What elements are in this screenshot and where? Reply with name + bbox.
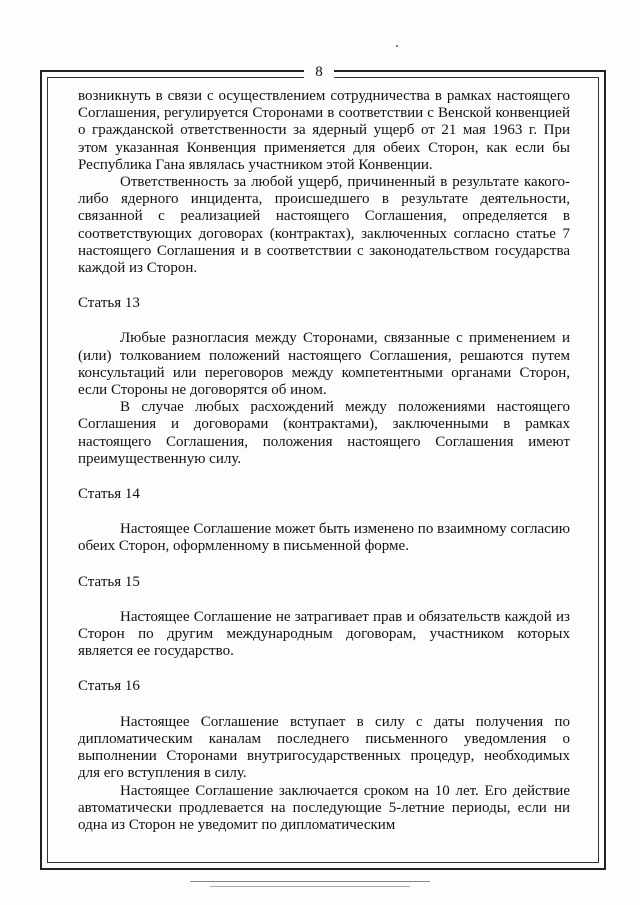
paragraph: Настоящее Соглашение вступает в силу с даты получения по дипломатическим каналам последнего письменного уведомления о выполнении Сторонами внутригосударственных процедур, необходимых для его вступления в силу. — [78, 713, 570, 782]
scan-edge-line — [190, 881, 430, 882]
paragraph: Настоящее Соглашение не затрагивает прав и обязательств каждой из Сторон по другим международным договорам, участником которых является ее государство. — [78, 608, 570, 660]
article-heading: Статья 15 — [78, 573, 140, 590]
paragraph: Настоящее Соглашение заключается сроком на 10 лет. Его действие автоматически продлевается на последующие 5-летние периоды, если ни одна из Сторон не уведомит по дипломатическим — [78, 782, 570, 833]
article-heading: Статья 16 — [78, 678, 140, 695]
paragraph: В случае любых расхождений между положениями настоящего Соглашения и договорами (контрактами), заключенными в рамках настоящего Соглашения, положения настоящего Соглашения имеют преимущественную силу. — [78, 399, 570, 467]
page-number: 8 — [304, 64, 334, 80]
document-body — [78, 88, 570, 834]
article-heading: Статья 13 — [78, 295, 140, 312]
paragraph: Настоящее Соглашение может быть изменено по взаимному согласию обеих Сторон, оформленному в письменной форме. — [78, 521, 570, 555]
paragraph: возникнуть в связи с осуществлением сотрудничества в рамках настоящего Соглашения, регулируется Сторонами в соответствии с Венской конвенцией о гражданской ответственности за ядерный ущерб от 21 мая 1963 г. При этом указанная Конвенция применяется для обеих Сторон, как если бы Республика Гана являлась участником этой Конвенции. — [78, 88, 570, 173]
article-heading: Статья 14 — [78, 486, 140, 503]
paragraph: Ответственность за любой ущерб, причиненный в результате какого-либо ядерного инцидента, происшедшего в результате деятельности, связанной с реализацией настоящего Соглашения, определяется в соответствующих договорах (контрактах), заключенных согласно статье 7 настоящего Соглашения и в соответствии с законодательством государства каждой из Сторон. — [78, 174, 570, 277]
paragraph: Любые разногласия между Сторонами, связанные с применением и (или) толкованием положений настоящего Соглашения, решаются путем консультаций или переговоров между компетентными органами Сторон, если Стороны не договорятся об ином. — [78, 330, 570, 399]
scan-speck — [396, 45, 398, 47]
scan-edge-line — [210, 886, 410, 887]
